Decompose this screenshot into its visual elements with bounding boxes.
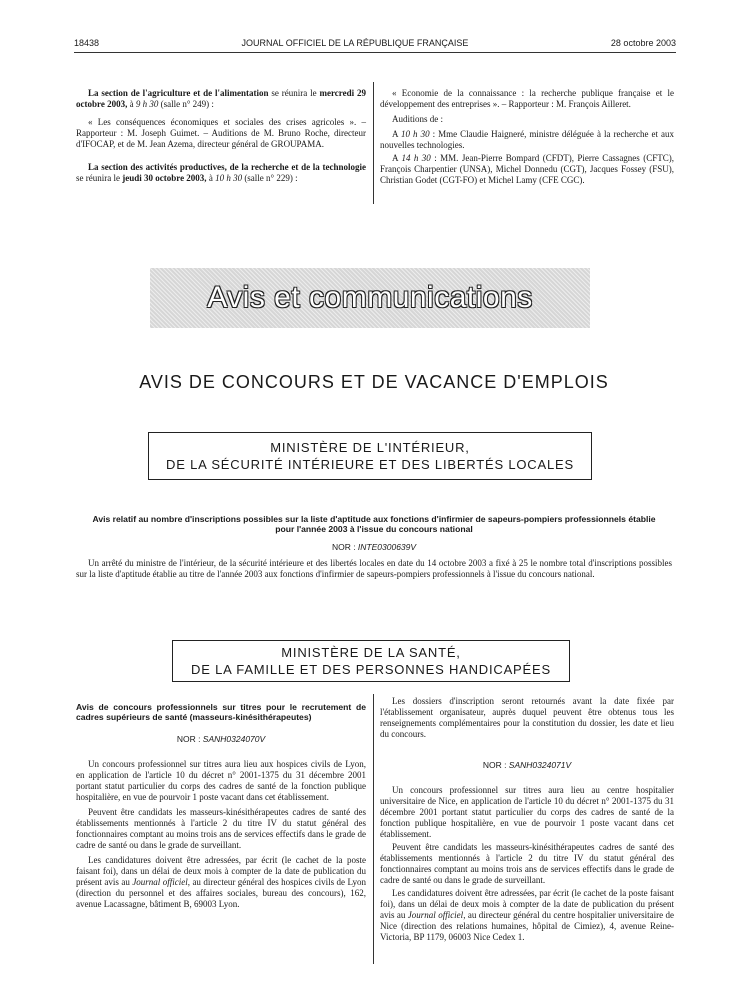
ministry-line-1: MINISTÈRE DE L'INTÉRIEUR, <box>270 440 470 455</box>
text-fragment: à <box>127 99 136 109</box>
nor-code: SANH0324071V <box>508 760 572 770</box>
notice-paragraph: Peuvent être candidats les masseurs-kinésithérapeutes cadres de santé des établissements mentionnés à l'article 2 du titre IV du statut général des fonctionnaires comptant au moins trois ans de services effectifs dans le grade de cadre de santé ou dans le grade de surveillant. <box>76 807 366 850</box>
page-number: 18438 <box>74 38 100 48</box>
text-fragment: se réunira le <box>76 173 123 183</box>
notice-paragraph <box>76 855 366 910</box>
nor-code: SANH0324070V <box>202 734 266 744</box>
text-fragment: Les candidatures doivent être adressées, par écrit (le cachet de la poste faisant foi), dans un délai de deux mois à compter de la date de publication du présent avis au <box>76 855 366 887</box>
bottom-right-column <box>380 696 674 950</box>
productive-section-name: La section des activités productives, de la recherche et de la technologie <box>88 162 366 172</box>
ministry-interior-box <box>148 432 592 480</box>
notice-title: Avis de concours professionnels sur titres pour le recrutement de cadres supérieurs de santé (masseurs-kinésithérapeutes) <box>76 702 366 722</box>
notice-paragraph: Les dossiers d'inscription seront retournés avant la date fixée par l'établissement organisateur, auprès duquel peuvent être obtenus tous les renseignements complémentaires pour la constitution du dossier, les date et lieu du concours. <box>380 696 674 739</box>
nor-reference <box>380 760 674 771</box>
audition-time: 10 h 30 <box>401 129 430 139</box>
notice-title: Avis relatif au nombre d'inscriptions possibles sur la liste d'aptitude aux fonctions d'infirmier de sapeurs-pompiers professionnels établie pour l'année 2003 à l'issue du concours national <box>92 514 656 534</box>
ministry-line-2: DE LA FAMILLE ET DES PERSONNES HANDICAPÉES <box>191 662 551 677</box>
text-fragment: Les candidatures doivent être adressées, par écrit (le cachet de la poste faisant foi), dans un délai de deux mois à compter de la date de publication du présent avis au <box>380 888 674 920</box>
audition-time: 14 h 30 <box>401 153 431 163</box>
audition-morning-paragraph <box>380 129 674 151</box>
banner-title: Avis et communications <box>207 281 533 314</box>
nor-reference <box>76 734 366 745</box>
notice-body <box>76 558 672 580</box>
ministry-line-1: MINISTÈRE DE LA SANTÉ, <box>281 645 461 660</box>
header-rule <box>74 52 676 53</box>
page-header <box>74 38 676 48</box>
column-divider <box>373 694 374 964</box>
text-fragment: A <box>392 129 402 139</box>
text-fragment: se réunira le <box>268 88 320 98</box>
top-left-column <box>76 88 366 191</box>
text-fragment: : MM. Jean-Pierre Bompard (CFDT), Pierre Cassagnes (CFTC), François Charpentier (UNSA), Michel Donnedu (CGT), Jacques Fossey (FSU), Christian Godet (CGT-FO) et Michel Lamy (CFE CGC). <box>380 153 674 185</box>
text-fragment: A <box>392 153 402 163</box>
journal-reference: Journal officiel <box>132 877 188 887</box>
top-right-column <box>380 88 674 193</box>
nor-label: NOR : <box>176 734 203 744</box>
productive-session-paragraph <box>76 162 366 184</box>
section-title: AVIS DE CONCOURS ET DE VACANCE D'EMPLOIS <box>139 372 609 392</box>
notice-paragraph: Peuvent être candidats les masseurs-kinésithérapeutes cadres de santé des établissements mentionnés à l'article 2 du titre IV du statut général des fonctionnaires comptant au moins trois ans de services effectifs dans le grade de cadre de santé ou dans le grade de surveillant. <box>380 842 674 885</box>
journal-title: JOURNAL OFFICIEL DE LA RÉPUBLIQUE FRANÇAISE <box>241 38 469 48</box>
nor-reference <box>0 542 748 552</box>
column-divider <box>373 82 374 204</box>
text-fragment: (salle n° 249) : <box>158 99 214 109</box>
bottom-left-column <box>76 702 366 917</box>
auditions-label: Auditions de : <box>392 114 443 124</box>
session-date: jeudi 30 octobre 2003, <box>122 173 207 183</box>
ministry-health-box <box>172 640 570 682</box>
notice-paragraph: Un concours professionnel sur titres aura lieu aux hospices civils de Lyon, en application de l'article 10 du décret n° 2001-1375 du 31 décembre 2001 portant statut particulier du corps des cadres de santé de la fonction publique hospitalière, en vue de pourvoir 1 poste vacant dans cet établissement. <box>76 759 366 802</box>
avis-communications-banner <box>150 268 590 328</box>
journal-reference: Journal officiel <box>407 910 464 920</box>
session-date: mercredi 29 octobre 2003, <box>76 88 366 109</box>
text-fragment: , au directeur général des hospices civils de Lyon (direction du personnel et des affaires sociales, bureau des concours), 162, avenue Lacassagne, bâtiment B, 69003 Lyon. <box>76 877 366 909</box>
text-fragment: , au directeur général du centre hospitalier universitaire de Nice (direction des relations humaines, hôpital de Cimiez), 4, avenue Reine-Victoria, BP 1179, 06003 Nice Cedex 1. <box>380 910 675 942</box>
notice-paragraph: Un arrêté du ministre de l'intérieur, de la sécurité intérieure et des libertés locales en date du 14 octobre 2003 a fixé à 25 le nombre total d'inscriptions possibles sur la liste d'aptitude établie au titre de l'année 2003 aux fonctions d'infirmier de sapeurs-pompiers professionnels à l'issue du concours national. <box>76 558 672 579</box>
notice-paragraph: Un concours professionnel sur titres aura lieu au centre hospitalier universitaire de Nice, en application de l'article 10 du décret n° 2001-1375 du 31 décembre 2001 portant statut particulier du corps des cadres de santé de la fonction publique hospitalière, en vue de pourvoir 1 poste vacant dans cet établissement. <box>380 785 674 839</box>
text-fragment: à <box>206 173 216 183</box>
text-fragment: : Mme Claudie Haigneré, ministre déléguée à la recherche et aux nouvelles technologies. <box>380 129 674 150</box>
audition-afternoon-paragraph <box>380 153 674 186</box>
agriculture-session-paragraph <box>76 88 366 110</box>
text-fragment: (salle n° 229) : <box>242 173 298 183</box>
economy-agenda-paragraph: « Economie de la connaissance : la recherche publique française et le développement des entreprises ». – Rapporteur : M. François Ailleret. <box>380 88 674 109</box>
session-time: 10 h 30 <box>215 173 243 183</box>
notice-paragraph <box>380 888 674 943</box>
nor-label: NOR : <box>331 542 358 552</box>
ministry-line-2: DE LA SÉCURITÉ INTÉRIEURE ET DES LIBERTÉS LOCALES <box>166 457 574 472</box>
nor-label: NOR : <box>482 760 509 770</box>
session-time: 9 h 30 <box>135 99 159 109</box>
agriculture-section-name: La section de l'agriculture et de l'alimentation <box>88 88 269 98</box>
issue-date: 28 octobre 2003 <box>610 38 676 48</box>
agriculture-agenda-paragraph: « Les conséquences économiques et sociales des crises agricoles ». – Rapporteur : M. Joseph Guimet. – Auditions de M. Bruno Roche, directeur d'IFOCAP, et de M. Jean Azema, directeur général de GROUPAMA. <box>76 117 366 149</box>
nor-code: INTE0300639V <box>357 542 417 552</box>
